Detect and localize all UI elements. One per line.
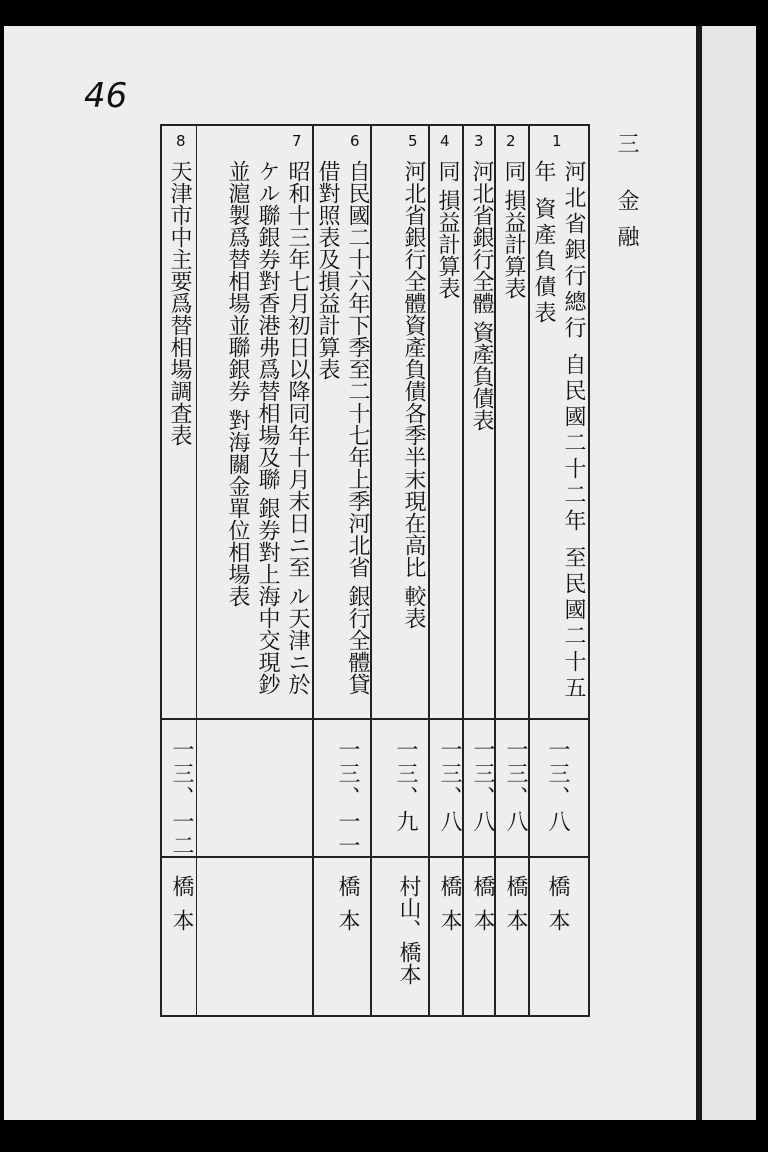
entry-number: 4 — [440, 132, 450, 150]
table-bottom-rule — [160, 1015, 590, 1017]
author-divider — [160, 856, 590, 858]
entry-pages: 一三、八 — [545, 738, 570, 834]
entry-author: 橋本 — [169, 875, 194, 943]
entry-author: 橋本 — [335, 875, 360, 943]
entry-author: 村山、橋本 — [396, 875, 421, 985]
entry-title: 同 損益計算表 — [501, 160, 526, 299]
page-number: 46 — [84, 76, 128, 116]
col-rule — [160, 124, 162, 1017]
entry-pages: 一三、八 — [470, 738, 495, 834]
entry-number: 5 — [408, 132, 418, 150]
entry-author: 橋本 — [503, 875, 528, 943]
entry-title: 河北省銀行總行 自民國二十二年 至民國二十五年 資產負債表 — [531, 160, 586, 702]
pages-divider — [160, 718, 590, 720]
entry-pages: 一三、八 — [503, 738, 528, 834]
entry-title: 同 損益計算表 — [435, 160, 460, 299]
entry-author: 橋本 — [437, 875, 462, 943]
entry-pages: 一三、一二 — [169, 738, 194, 858]
col-rule — [588, 124, 590, 1017]
entry-number: 1 — [552, 132, 562, 150]
table-top-rule — [160, 124, 590, 126]
entry-pages: 一三、八 — [437, 738, 462, 834]
entry-title: 河北省銀行全體 資產負債表 — [469, 160, 494, 431]
entry-title: 昭和十三年七月初日以降同年十月末日ニ至 ル天津ニ於ケル聯銀券對香港弗爲替相場及聯 銀券對上海中交現鈔並滬製爲替相場並聯銀券 對海關金單位相場表 — [225, 160, 310, 695]
entry-number: 7 — [292, 132, 302, 150]
next-page-edge — [702, 26, 756, 1120]
entry-number: 2 — [506, 132, 516, 150]
entry-title: 天津市中主要爲替相場調査表 — [167, 160, 192, 446]
entry-number: 8 — [176, 132, 186, 150]
entry-pages: 一三、九 — [393, 738, 418, 834]
section-title: 三 金融 — [614, 132, 639, 261]
entry-number: 3 — [474, 132, 484, 150]
entry-number: 6 — [350, 132, 360, 150]
entry-author: 橋本 — [545, 875, 570, 943]
entry-author: 橋本 — [470, 875, 495, 943]
entry-title: 河北省銀行全體資產負債各季半末現在高比 較表 — [401, 160, 426, 629]
entry-title: 自民國二十六年下季至二十七年上季河北省 銀行全體貸借對照表及損益計算表 — [315, 160, 370, 695]
entry-pages: 一三、一一 — [335, 738, 360, 858]
col-rule — [428, 124, 430, 1017]
